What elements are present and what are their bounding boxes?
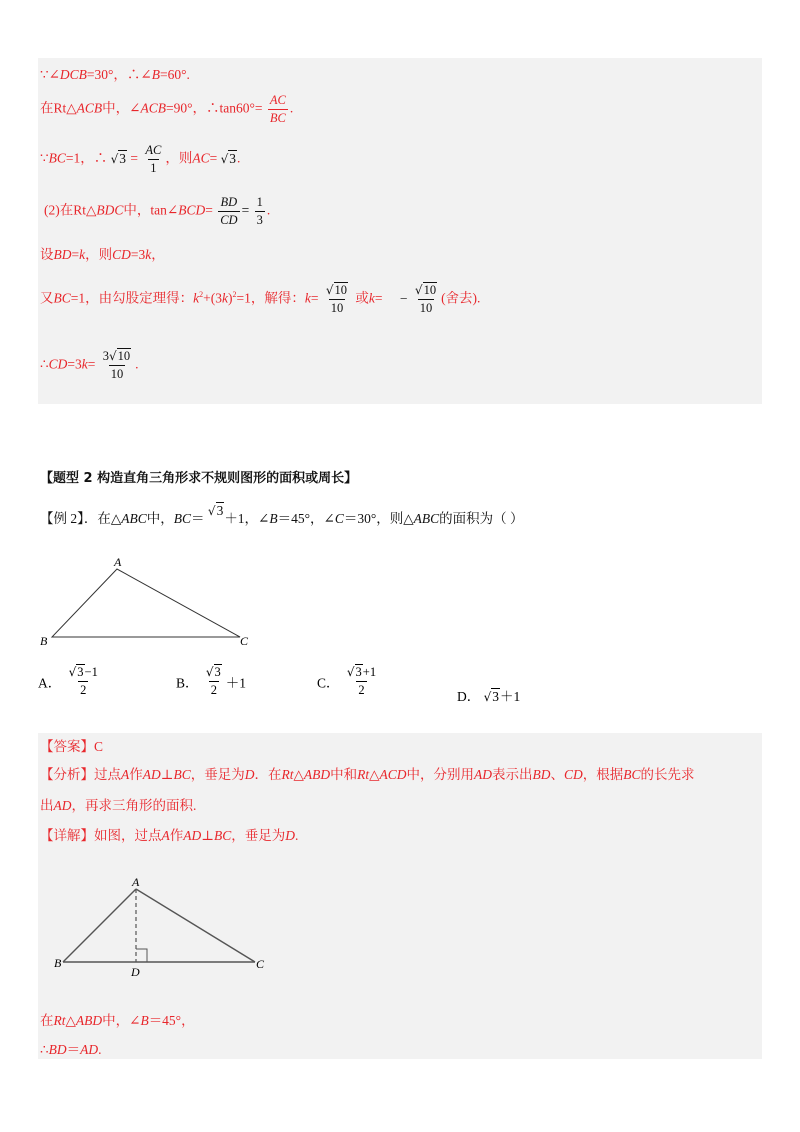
fraction-ac-bc: $\frac{AC}{BC}$ <box>269 93 286 126</box>
detail-line-3: ∴BD＝AD. <box>40 1042 102 1057</box>
vertex-label-b: B <box>40 634 48 648</box>
fraction-sqrt10-10: $\frac{√10}{10}$ <box>325 283 348 316</box>
fraction-ac-1: $\frac{AC}{1}$ <box>145 143 162 176</box>
solution-line-4: (2)在Rt△BDC中，tan∠BCD= $\frac{BD}{CD}$ = $\frac{1}{3}$ . <box>44 195 271 228</box>
vertex-label-d: D <box>131 965 140 979</box>
side-ab <box>63 889 136 962</box>
fraction-3sqrt10-10: $\frac{3√10}{10}$ <box>102 349 131 382</box>
solution-line-5: 设BD=k，则CD=3k， <box>40 247 165 262</box>
fraction-bd-cd: $\frac{BD}{CD}$ <box>220 195 238 228</box>
answer-line: 【答案】C <box>40 739 104 754</box>
solution-line-1: ∵∠DCB=30°，∴∠B=60°. <box>40 67 190 82</box>
solution-line-6: 又BC=1，由勾股定理得：$k^2+(3k)^2=1$，解得：k= $\frac{√10}{10}$ 或k= − $\frac{√10}{10}$ (舍去). <box>40 283 481 316</box>
option-b-fraction: $\frac{√3}{2}$ <box>205 665 221 698</box>
triangle-abc <box>52 569 240 637</box>
sqrt-3-question: √3 <box>207 503 224 518</box>
detail-line-2: 在Rt△ABD中，∠B＝45°， <box>40 1013 195 1028</box>
side-ac <box>136 889 255 962</box>
sqrt-3-result: √3 <box>220 150 237 166</box>
analysis-line-1: 【分析】过点A作AD⊥BC，垂足为D．在Rt△ABD中和Rt△ACD中，分别用AD表示出BD、CD，根据BC的长先求 <box>40 767 695 782</box>
fraction-neg-sqrt10-10: $\frac{√10}{10}$ <box>414 283 437 316</box>
solution-line-2: 在Rt△ACB中，∠ACB=90°，∴tan60°= $\frac{AC}{BC}$ . <box>40 93 294 126</box>
solution-line-3: ∵BC=1，∴ √3 = $\frac{AC}{1}$ ，则AC= √3. <box>40 143 241 176</box>
vertex-label-c: C <box>256 957 265 971</box>
answer-value: C <box>94 739 104 754</box>
solution-line-7: ∴CD=3k= $\frac{3√10}{10}$ . <box>40 349 139 382</box>
vertex-label-c: C <box>240 634 249 648</box>
fraction-1-3: $\frac{1}{3}$ <box>256 195 263 228</box>
vertex-label-b: B <box>54 956 62 970</box>
option-a[interactable]: A． $\frac{√3-1}{2}$ <box>38 665 98 698</box>
analysis-line-2: 出AD，再求三角形的面积. <box>40 798 197 813</box>
option-c[interactable]: C． $\frac{√3+1}{2}$ <box>317 665 377 698</box>
triangle-figure-2 <box>50 872 275 982</box>
option-b[interactable]: B． $\frac{√3}{2}$ ＋1 <box>176 665 247 698</box>
option-a-fraction: $\frac{√3-1}{2}$ <box>68 665 98 698</box>
section-title: 【题型 2 构造直角三角形求不规则图形的面积或周长】 <box>40 471 358 486</box>
vertex-label-a: A <box>114 555 122 569</box>
option-d[interactable]: D． √3＋1 <box>457 689 521 704</box>
right-angle-mark <box>136 949 147 962</box>
triangle-figure-1 <box>36 555 256 650</box>
example-question: 【例 2】．在△ABC中，BC＝ √3＋1，∠B＝45°，∠C＝30°，则△ABC的面积为（ ） <box>40 503 524 526</box>
vertex-label-a: A <box>132 875 140 889</box>
sqrt-3: √3 <box>110 150 127 166</box>
detail-line: 【详解】如图，过点A作AD⊥BC，垂足为D. <box>40 828 299 843</box>
option-c-fraction: $\frac{√3+1}{2}$ <box>346 665 377 698</box>
